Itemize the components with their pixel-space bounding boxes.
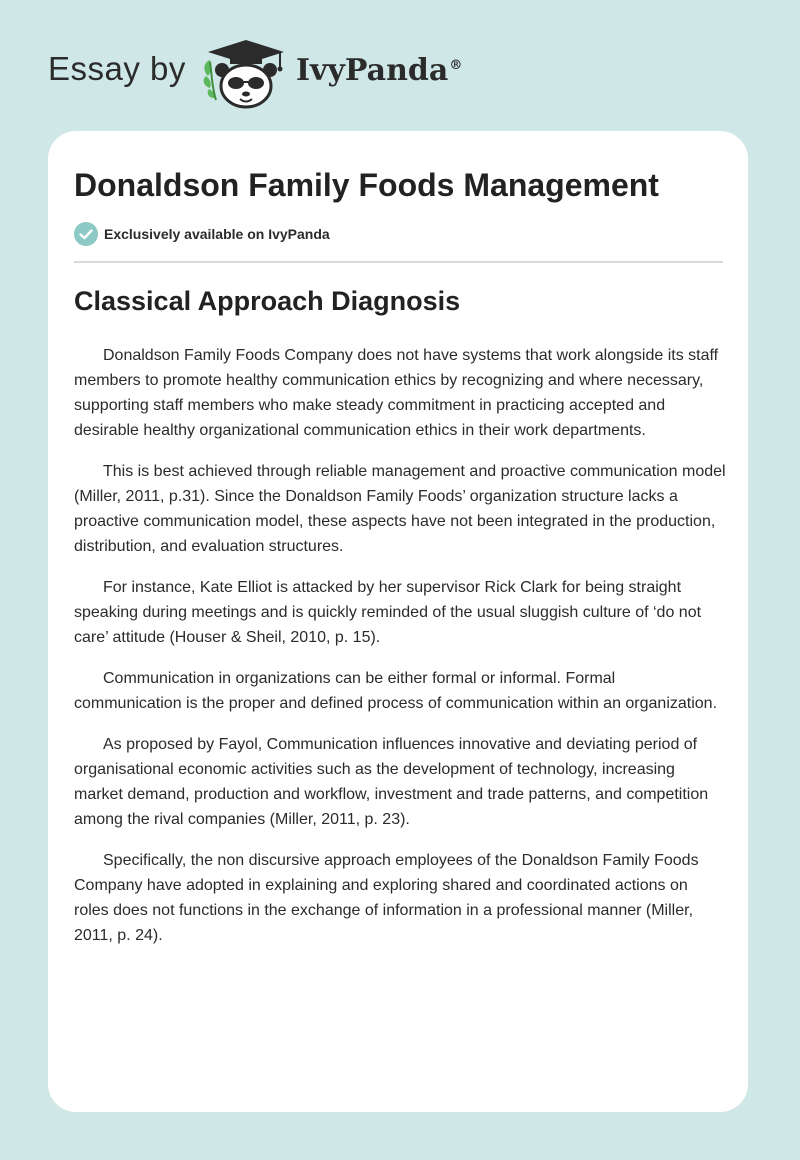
panda-graduate-logo-icon[interactable] bbox=[200, 36, 292, 110]
trademark-symbol: ® bbox=[449, 58, 463, 73]
paragraph: Donaldson Family Foods Company does not have systems that work alongside its staff members to promote healthy communication ethics by recognizing and where necessary, supporting staff members who make steady commitment in practicing accepted and desirable healthy organizational communication ethics in their work departments. bbox=[74, 347, 719, 439]
site-header bbox=[0, 0, 800, 130]
document-card bbox=[48, 131, 748, 1112]
exclusive-badge bbox=[74, 222, 330, 246]
brand-text: IvyPanda bbox=[296, 53, 449, 88]
paragraph: Specifically, the non discursive approach employees of the Donaldson Family Foods Company have adopted in explaining and exploring shared and coordinated actions on roles does not functions in the exchange of information in a professional manner (Miller, 2011, p. 24). bbox=[74, 852, 699, 944]
brand-name[interactable] bbox=[296, 53, 462, 88]
paragraph: This is best achieved through reliable management and proactive communication model (Miller, 2011, p.31). Since the Donaldson Family Foods’ organization structure lacks a proactive communication model, these aspects have not been integrated in the production, distribution, and evaluation structures. bbox=[74, 463, 726, 555]
check-circle-icon bbox=[74, 222, 98, 246]
paragraph: As proposed by Fayol, Communication influences innovative and deviating period of organisational economic activities such as the development of technology, increasing market demand, production and workflow, investment and trade patterns, and competition among the rival companies (Miller, 2011, p. 23). bbox=[74, 736, 709, 828]
exclusive-badge-label: Exclusively available on IvyPanda bbox=[104, 226, 330, 242]
essay-by-label: Essay by bbox=[48, 50, 186, 87]
section-title: Classical Approach Diagnosis bbox=[74, 286, 461, 316]
page-title: Donaldson Family Foods Management bbox=[74, 167, 659, 203]
divider bbox=[74, 261, 723, 263]
essay-body bbox=[74, 343, 726, 964]
paragraph: For instance, Kate Elliot is attacked by her supervisor Rick Clark for being straight speaking during meetings and is quickly reminded of the usual sluggish culture of ‘do not care’ attitude (Houser & Sheil, 2010, p. 15). bbox=[74, 579, 702, 646]
paragraph: Communication in organizations can be either formal or informal. Formal communication is the proper and defined process of communication within an organization. bbox=[74, 670, 718, 712]
